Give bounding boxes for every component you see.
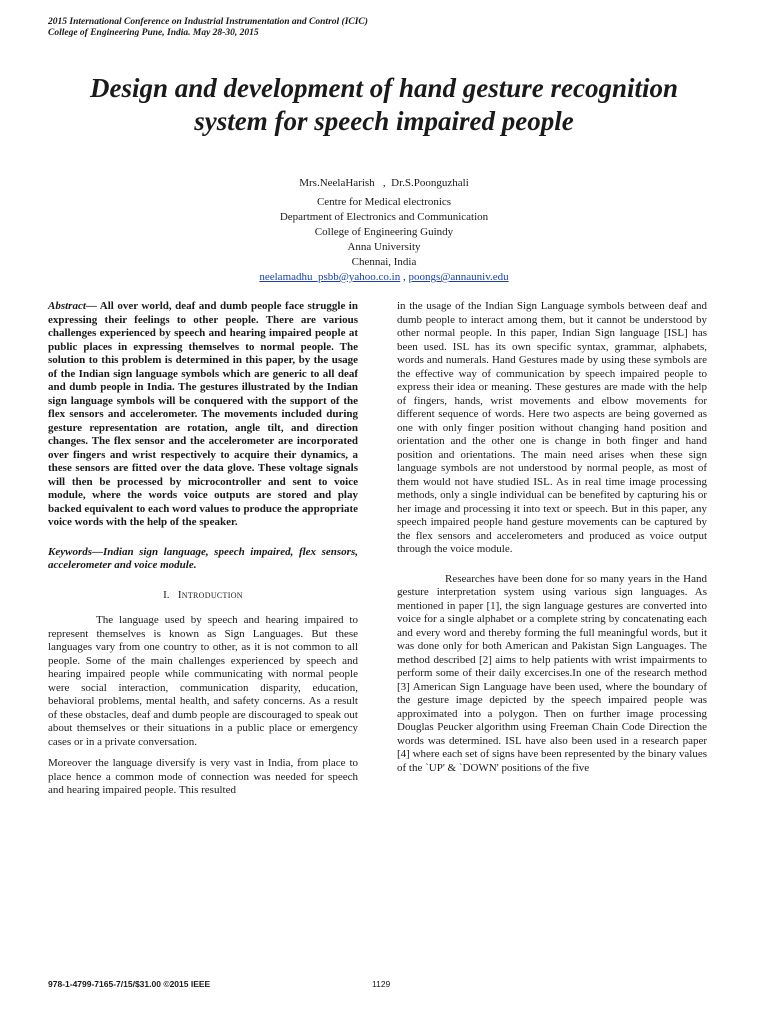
keywords: Keywords—Indian sign language, speech impaired, flex sensors, accelerometer and voice module. bbox=[48, 545, 358, 571]
email-link-2[interactable]: poongs@annauniv.edu bbox=[408, 271, 509, 283]
conference-venue: College of Engineering Pune, India. May 28-30, 2015 bbox=[48, 28, 259, 38]
abstract bbox=[48, 300, 358, 530]
affiliation-line: Department of Electronics and Communication bbox=[279, 211, 489, 223]
conference-header bbox=[48, 17, 368, 39]
section-number: I. bbox=[163, 588, 170, 601]
intro-paragraph-2: Moreover the language diversify is very vast in India, from place to place hence a common mode of connection was needed for speech and hearing impaired people. This resulted bbox=[48, 757, 358, 796]
author-emails bbox=[0, 270, 768, 285]
affiliation-line: College of Engineering Guindy bbox=[314, 226, 454, 238]
footer-isbn: 978-1-4799-7165-7/15/$31.00 ©2015 IEEE bbox=[48, 979, 211, 989]
affiliation-line: Chennai, India bbox=[351, 256, 417, 268]
abstract-label: Abstract— bbox=[48, 300, 97, 312]
author-names: Mrs.NeelaHarish , Dr.S.Poonguzhali bbox=[299, 177, 469, 189]
page-number: 1129 bbox=[372, 979, 391, 989]
title-line-2: system for speech impaired people bbox=[194, 106, 574, 136]
intro-paragraph-1: The language used by speech and hearing impaired to represent themselves is known as Sign Languages. But these languages vary from one country to other, as it is not common to all people. Some of the main challenges experienced by speech and hearing impaired people while communicating with normal people were social interaction, communication disparity, education, behavioral problems, mental health, and safety concerns. As a result of these obstacles, deaf and dumb people are discouraged to speak out about themselves or their situations in a public place or emergency cases or in a private conversation. bbox=[48, 614, 358, 748]
affiliation-line: Anna University bbox=[347, 241, 421, 253]
title-line-1: Design and development of hand gesture recognition bbox=[89, 73, 678, 103]
intro-paragraph-4: Researches have been done for so many years in the Hand gesture interpretation system using various sign languages. As mentioned in paper [1], the sign language gestures are converted into voice for a single alphabet or a complete string by concatenating each and every word and thereby forming the full meaningful words, but it was done only for both American and Pakistan Sign Languages. The method described [2] aims to help patients with wrist impairments to perform some of their daily excercises.In one of the research method [3] American Sign Language have been used, where the boundary of the gesture image depicted by the speech impaired people was approximated into a polygon. Then on further image processing Douglas Peucker algorithm using Freeman Chain Code Direction the words was determined. ISL have also been used in a research paper [4] where each set of signs have been represented by the binary values of the `UP' & `DOWN' positions of the five bbox=[397, 572, 707, 774]
email-separator: , bbox=[400, 271, 409, 283]
affiliation-line: Centre for Medical electronics bbox=[316, 196, 452, 208]
section-title: Introduction bbox=[177, 588, 243, 601]
abstract-text: All over world, deaf and dumb people face struggle in expressing their feelings to other people. There are various challenges experienced by speech and hearing impaired people at public places in expressing themselves to normal people. The solution to this problem is determined in this paper, by the usage of the Indian sign language symbols which are generic to all deaf and dumb people in India. The gestures illustrated by the Indian sign language symbols will be conquered with the support of the flex sensors and accelerometer. The movements included during gesture representation are rotation, angle tilt, and direction changes. The flex sensor and the accelerometer are incorporated over fingers and wrist respectively to acquire their dynamics, a these sensors are fitted over the data glove. These voltage signals will then be processed by microcontroller and sent to voice module, where the words voice outputs are stored and play backed equivalent to each word values to produce the appropriate voice words with the help of the speaker. bbox=[48, 300, 358, 528]
right-column bbox=[397, 300, 707, 775]
author-block bbox=[0, 176, 768, 285]
conference-name: 2015 International Conference on Industrial Instrumentation and Control (ICIC) bbox=[48, 17, 368, 27]
paper-title bbox=[30, 72, 738, 138]
section-heading-introduction bbox=[48, 589, 358, 603]
intro-paragraph-3: in the usage of the Indian Sign Language symbols between deaf and dumb people to interact among them, but it cannot be understood by other normal people. In this paper, Indian Sign language [ISL] has been used. ISL has its own specific syntax, grammar, alphabets, words and numerals. Hand Gestures made by using these symbols are the effective way of communication by speech impaired people to express their idea or meaning. These gestures are made with the help of fingers, hands, wrist movements and elbow movements for different sequence of words. Here two aspects are being governed as one with only finger position without changing hand position and orientation and the other one is change in both finger and hand position and orientations. The main need arises when these sign language symbols are not understood by normal people, as most of them would not have studied ISL. As in real time image processing methods, only a single individual can be benefited by capturing his or her image and processing it into text or speech. But in this paper, any speech impaired people hand gesture movements can be captured by the flex sensors and accelerometers and produced as voice output through the voice module. bbox=[397, 300, 707, 555]
left-column bbox=[48, 300, 358, 798]
email-link-1[interactable]: neelamadhu_psbb@yahoo.co.in bbox=[259, 271, 401, 283]
